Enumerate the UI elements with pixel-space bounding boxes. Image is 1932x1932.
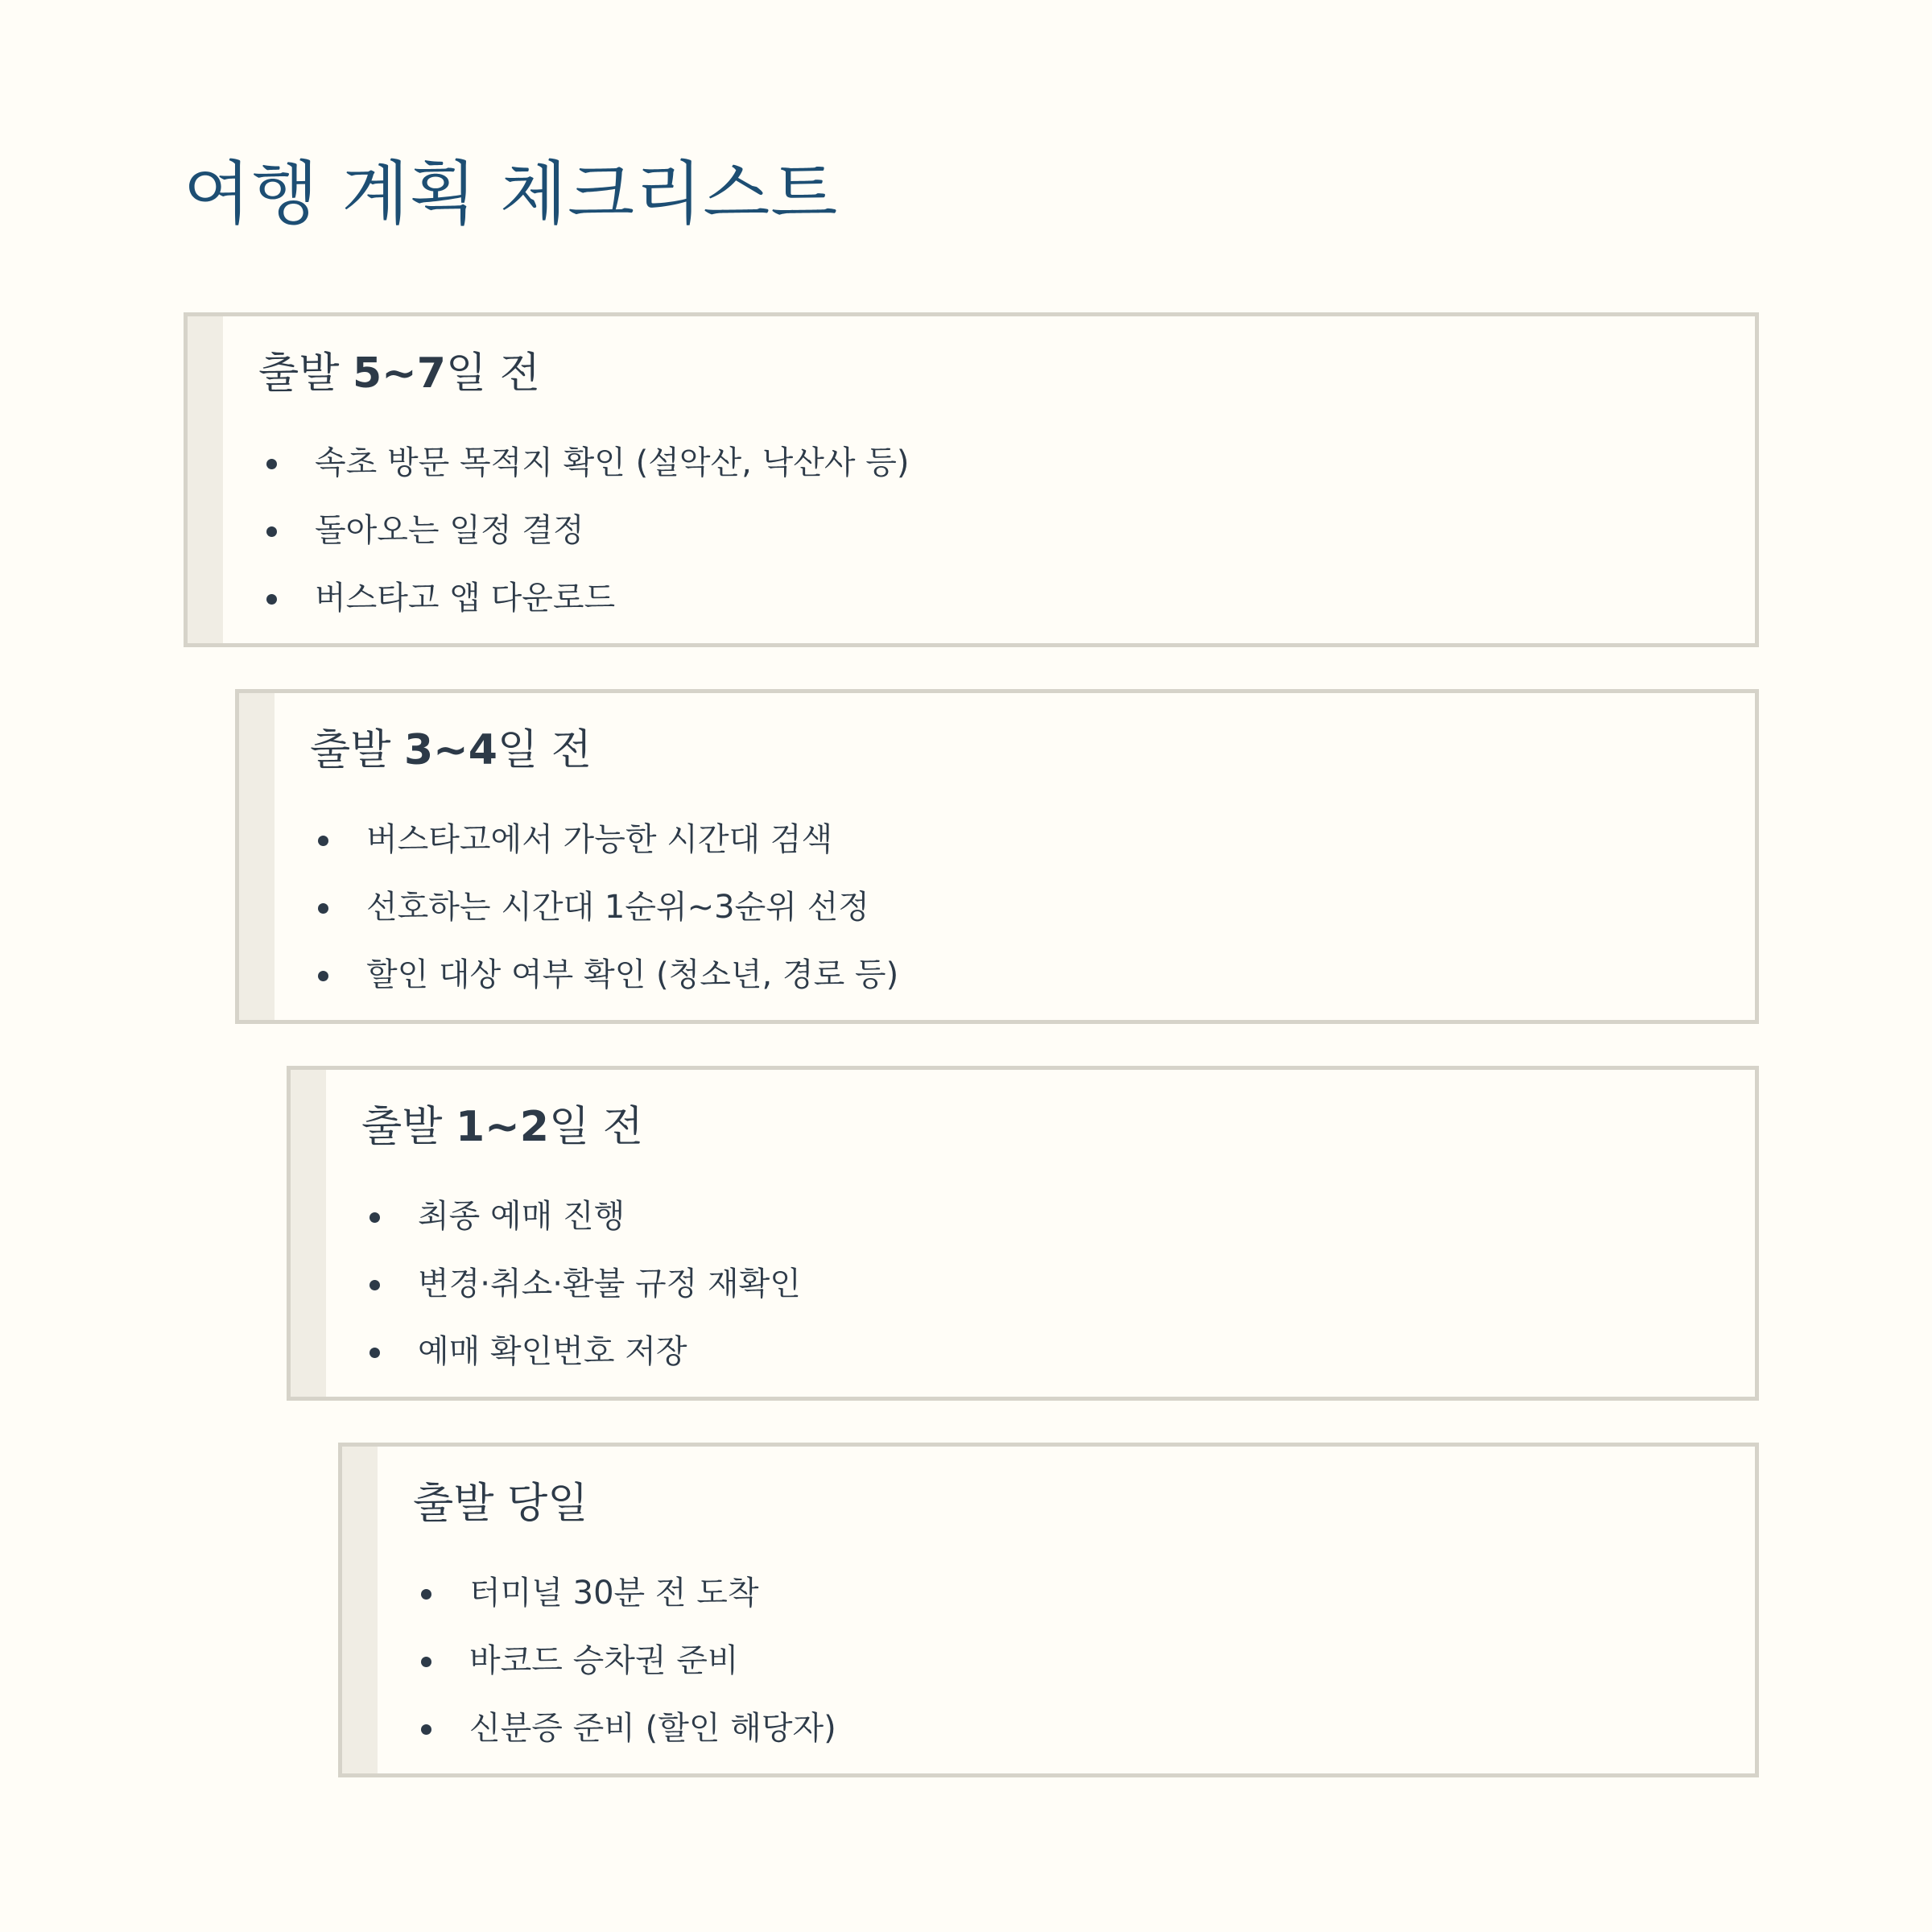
checklist (361, 1183, 801, 1385)
section-title-suffix: 일 전 (497, 726, 592, 774)
checklist-item: 최종 예매 진행 (361, 1183, 801, 1250)
section-title (310, 724, 592, 778)
section-title-prefix: 출발 (258, 349, 353, 398)
checklist-section-departure-day (338, 1443, 1759, 1777)
checklist-item: 변경·취소·환불 규정 재확인 (361, 1250, 801, 1318)
section-title-suffix: 일 전 (548, 1103, 643, 1151)
checklist-item: 할인 대상 여부 확인 (청소년, 경로 등) (310, 941, 898, 1009)
checklist (310, 806, 898, 1009)
section-title (361, 1100, 643, 1155)
checklist (413, 1559, 836, 1762)
checklist-item: 버스타고에서 가능한 시간대 검색 (310, 806, 898, 873)
section-title-suffix: 일 전 (445, 349, 540, 398)
checklist-item: 선호하는 시간대 1순위~3순위 선정 (310, 873, 898, 941)
section-title-prefix: 출발 (310, 726, 404, 774)
checklist-item: 터미널 30분 전 도착 (413, 1559, 836, 1627)
checklist-item: 버스타고 앱 다운로드 (258, 564, 909, 632)
checklist-section-1-2-days (287, 1066, 1759, 1401)
section-title-days: 1~2 (456, 1103, 549, 1151)
checklist (258, 429, 909, 632)
section-title-prefix: 출발 (361, 1103, 456, 1151)
checklist-item: 속초 방문 목적지 확인 (설악산, 낙산사 등) (258, 429, 909, 497)
section-title-prefix: 출발 당일 (413, 1480, 588, 1528)
section-title-days: 5~7 (353, 349, 446, 398)
checklist-item: 돌아오는 일정 결정 (258, 497, 909, 564)
checklist-item: 예매 확인번호 저장 (361, 1318, 801, 1385)
section-title-days: 3~4 (404, 726, 497, 774)
checklist-item: 바코드 승차권 준비 (413, 1627, 836, 1695)
checklist-item: 신분증 준비 (할인 해당자) (413, 1695, 836, 1762)
page-title: 여행 계획 체크리스트 (184, 154, 839, 234)
checklist-section-5-7-days (184, 312, 1759, 647)
section-title (413, 1477, 588, 1532)
section-title (258, 347, 540, 402)
checklist-section-3-4-days (235, 689, 1759, 1024)
